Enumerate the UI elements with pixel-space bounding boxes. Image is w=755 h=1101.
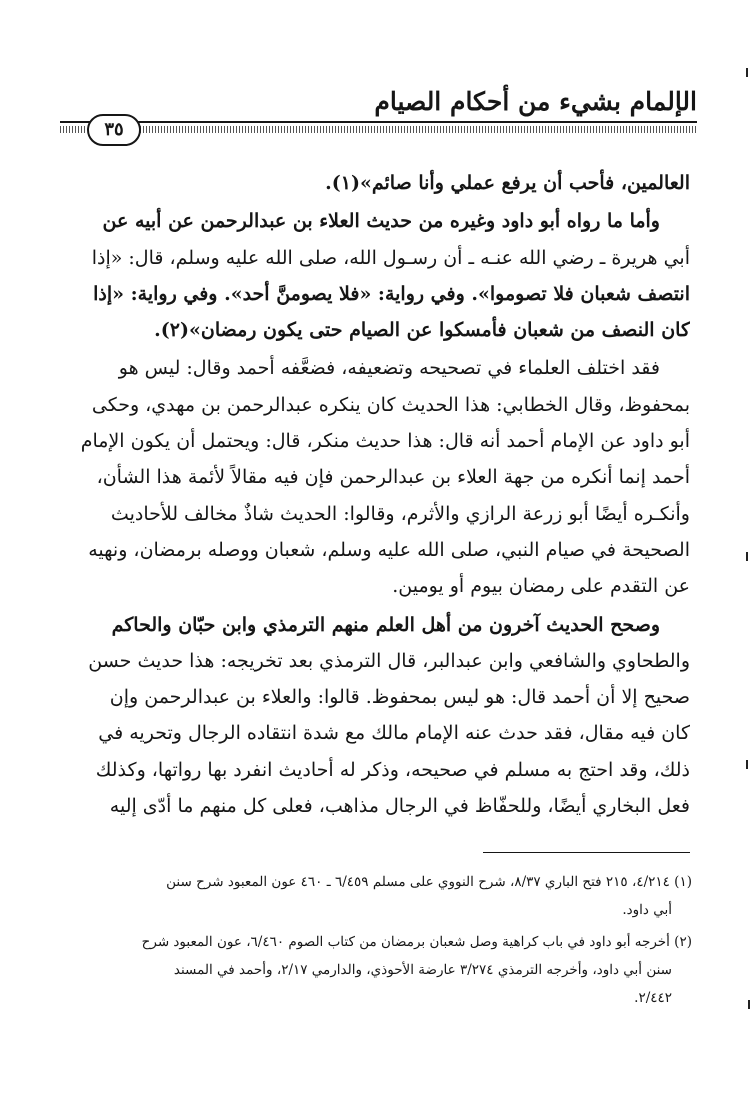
header-ornament-left <box>60 126 85 133</box>
footnote-separator <box>483 852 690 853</box>
footnotes <box>58 868 692 1012</box>
edge-mark <box>746 68 748 77</box>
body-text <box>58 165 690 824</box>
edge-mark <box>746 552 748 561</box>
footnote <box>58 928 692 1012</box>
footnote-line: ٢/٤٤٢. <box>634 990 672 1006</box>
header-rule <box>60 121 697 123</box>
text-line: وصحح الحديث آخرون من أهل العلم منهم الترمذي وابن حبّان والحاكم <box>111 613 660 636</box>
text-line: والطحاوي والشافعي وابن عبدالبر، قال الترمذي بعد تخريجه: هذا حديث حسن <box>88 649 690 672</box>
edge-mark <box>748 1000 750 1009</box>
footnote-line: سنن أبي داود، وأخرجه الترمذي ٣/٢٧٤ عارضة الأحوذي، والدارمي ٢/١٧، وأحمد في المسند <box>173 962 672 978</box>
text-line: الصحيحة في صيام النبي، صلى الله عليه وسلم، شعبان ووصله برمضان، ونهيه <box>88 538 690 561</box>
edge-mark <box>746 760 748 769</box>
text-line: وأما ما رواه أبو داود وغيره من حديث العلاء بن عبدالرحمن عن أبيه عن <box>102 210 660 233</box>
footnote-line: أبي داود. <box>622 902 672 918</box>
text-line: أبو داود عن الإمام أحمد أنه قال: هذا حديث منكر، قال: ويحتمل أن يكون الإمام <box>80 430 690 453</box>
text-line: أحمد إنما أنكره من جهة العلاء بن عبدالرحمن فإن فيه مقالاً لأئمة هذا الشأن، <box>96 466 690 489</box>
text-line: فقد اختلف العلماء في تصحيحه وتضعيفه، فضعَّفه أحمد وقال: ليس هو <box>118 357 660 380</box>
text-line: بمحفوظ، وقال الخطابي: هذا الحديث كان ينكره عبدالرحمن بن مهدي، وحكى <box>91 393 690 416</box>
text-line: صحيح إلا أن أحمد قال: هو ليس بمحفوظ. قالوا: والعلاء بن عبدالرحمن وإن <box>109 686 690 709</box>
text-line: كان فيه مقال، فقد حدث عنه الإمام مالك مع شدة انتقاده الرجال وتحريه في <box>98 722 690 745</box>
footnote-line: (٢) أخرجه أبو داود في باب كراهية وصل شعبان برمضان من كتاب الصوم ٦/٤٦٠، عون المعبود شرح <box>141 934 692 950</box>
text-line: فعل البخاري أيضًا، وللحفّاظ في الرجال مذاهب، فعلى كل منهم ما أدّى إليه <box>109 795 690 818</box>
text-line: انتصف شعبان فلا تصوموا». وفي رواية: «فلا يصومنَّ أحد». وفي رواية: «إذا <box>93 282 690 305</box>
text-line: كان النصف من شعبان فأمسكوا عن الصيام حتى يكون رمضان»(٢). <box>154 319 690 342</box>
text-line: أبي هريرة ـ رضي الله عنـه ـ أن رسـول الله، صلى الله عليه وسلم، قال: «إذا <box>91 246 690 269</box>
running-title: الإلمام بشيء من أحكام الصيام <box>374 87 697 116</box>
text-line: ذلك، وقد احتج به مسلم في صحيحه، وذكر له أحاديث انفرد بها رواتها، وكذلك <box>95 758 690 781</box>
text-line: وأنكـره أيضًا أبو زرعة الرازي والأثرم، وقالوا: الحديث شاذٌ مخالف للأحاديث <box>110 502 690 525</box>
text-line: العالمين، فأحب أن يرفع عملي وأنا صائم»(١). <box>325 172 690 194</box>
text-line: عن التقدم على رمضان بيوم أو يومين. <box>392 575 690 598</box>
footnote-line: (١) ٤/٢١٤، ٢١٥ فتح الباري ٨/٣٧، شرح النووي على مسلم ٦/٤٥٩ ـ ٤٦٠ عون المعبود شرح سنن <box>166 874 692 890</box>
header-ornament-right <box>140 126 697 133</box>
footnote <box>58 868 692 924</box>
page-number: ٣٥ <box>87 114 141 146</box>
